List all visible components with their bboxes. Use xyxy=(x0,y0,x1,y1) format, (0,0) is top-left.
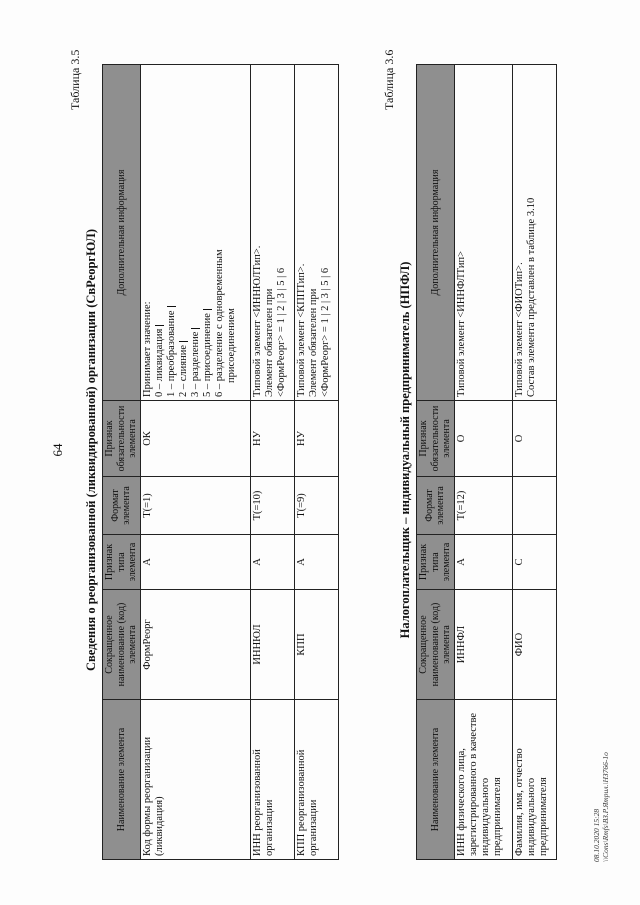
table-3-6-title: Налогоплательщик – индивидуальный предприниматель (НПФЛ) xyxy=(398,261,412,639)
cell-type: А xyxy=(250,535,294,590)
cell-type: А xyxy=(294,535,338,590)
header-type: Признак типа элемента xyxy=(417,535,455,590)
cell-name: ИНН реорганизованной организации xyxy=(250,700,294,860)
cell-name: КПП реорганизованной организации xyxy=(294,700,338,860)
cell-required: ОК xyxy=(140,401,250,477)
table-row xyxy=(454,65,512,860)
header-type: Признак типа элемента xyxy=(103,535,141,590)
header-required: Признак обязательности элемента xyxy=(417,401,455,477)
table-3-5-title: Сведения о реорганизованной (ликвидированной) организации (СвРеоргЮЛ) xyxy=(84,229,98,671)
cell-name: Фамилия, имя, отчество индивидуального предпринимателя xyxy=(512,700,556,860)
header-required: Признак обязательности элемента xyxy=(103,401,141,477)
cell-name: Код формы реорганизации (ликвидация) xyxy=(140,700,250,860)
table-row xyxy=(512,65,556,860)
header-name: Наименование элемента xyxy=(417,700,455,860)
header-code: Сокращенное наименование (код) элемента xyxy=(417,590,455,700)
header-format: Формат элемента xyxy=(417,477,455,535)
cell-required: НУ xyxy=(294,401,338,477)
table-header-row xyxy=(417,65,455,860)
cell-format: T(=12) xyxy=(454,477,512,535)
cell-code: ФИО xyxy=(512,590,556,700)
table-row xyxy=(294,65,338,860)
table-3-6-label: Таблица 3.6 xyxy=(382,49,396,110)
cell-info: Типовой элемент <ФИОТип>. Состав элемента представлен в таблице 3.10 xyxy=(512,65,556,401)
footer-stamp: 08.10.2020 15:28 \\Cons\Rmfs\ВЗ.Р.Ятрил.\НЗ766-1о xyxy=(592,752,610,862)
cell-info: Типовой элемент <КППТип>. Элемент обязателен при <ФормРеорг> = 1 | 2 | 3 | 5 | 6 xyxy=(294,65,338,401)
table-row xyxy=(250,65,294,860)
cell-type: С xyxy=(512,535,556,590)
table-3-5-label: Таблица 3.5 xyxy=(68,49,82,110)
table-3-5 xyxy=(102,64,339,860)
rotated-content xyxy=(44,30,620,870)
cell-format xyxy=(512,477,556,535)
header-code: Сокращенное наименование (код) элемента xyxy=(103,590,141,700)
page-number: 64 xyxy=(50,443,65,457)
cell-info: Типовой элемент <ИННФЛТип> xyxy=(454,65,512,401)
header-info: Дополнительная информация xyxy=(103,65,141,401)
header-info: Дополнительная информация xyxy=(417,65,455,401)
cell-required: НУ xyxy=(250,401,294,477)
cell-name: ИНН физического лица, зарегистрированного в качестве индивидуального предпринимателя xyxy=(454,700,512,860)
cell-type: А xyxy=(454,535,512,590)
cell-required: О xyxy=(454,401,512,477)
cell-code: ФормРеорг xyxy=(140,590,250,700)
header-name: Наименование элемента xyxy=(103,700,141,860)
header-format: Формат элемента xyxy=(103,477,141,535)
cell-info: Типовой элемент <ИННЮЛТип>. Элемент обязателен при <ФормРеорг> = 1 | 2 | 3 | 5 | 6 xyxy=(250,65,294,401)
cell-code: КПП xyxy=(294,590,338,700)
cell-format: T(=1) xyxy=(140,477,250,535)
table-header-row xyxy=(103,65,141,860)
cell-info: Принимает значение: 0 – ликвидация 1 – преобразование 2 – слияние 3 – разделение 5 – присоединение 6 – разделение с одновременным присоединением xyxy=(140,65,250,401)
cell-format: T(=9) xyxy=(294,477,338,535)
cell-code: ИННФЛ xyxy=(454,590,512,700)
table-row xyxy=(140,65,250,860)
cell-format: T(=10) xyxy=(250,477,294,535)
table-3-6 xyxy=(416,64,557,860)
cell-code: ИННЮЛ xyxy=(250,590,294,700)
cell-required: О xyxy=(512,401,556,477)
cell-type: А xyxy=(140,535,250,590)
